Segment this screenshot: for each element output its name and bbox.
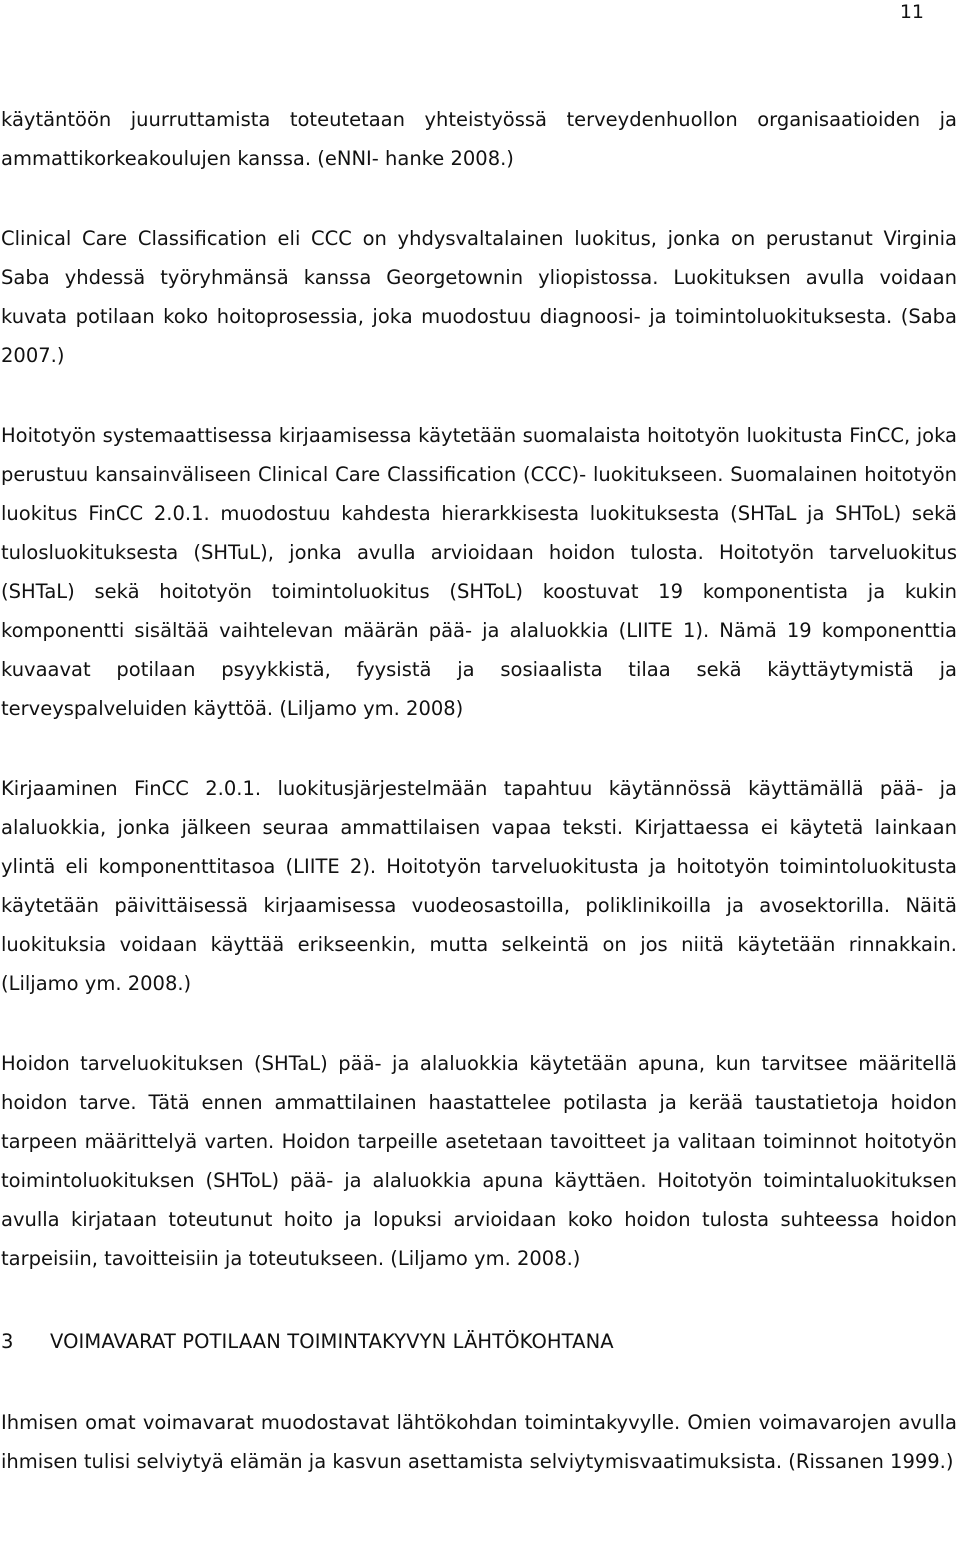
section-title: VOIMAVARAT POTILAAN TOIMINTAKYVYN LÄHTÖKOHTANA bbox=[50, 1330, 614, 1353]
paragraph-ccc: Clinical Care Classification eli CCC on yhdysvaltalainen luokitus, jonka on perustanut Virginia Saba yhdessä työryhmänsä kanssa Georgetownin yliopistossa. Luokituksen avulla voidaan kuvata potilaan koko hoitoprosessia, joka muodostuu diagnoosi- ja toimintoluokituksesta. (Saba 2007.) bbox=[1, 227, 957, 367]
section-heading bbox=[1, 1322, 957, 1361]
document-body bbox=[1, 100, 957, 1481]
section-number: 3 bbox=[1, 1330, 14, 1353]
paragraph-voimavarat: Ihmisen omat voimavarat muodostavat lähtökohdan toimintakyvylle. Omien voimavarojen avulla ihmisen tulisi selviytyä elämän ja kasvun asettamista selviytymisvaatimuksista. (Rissanen 1999.) bbox=[1, 1411, 957, 1473]
paragraph-fincc: Hoitotyön systemaattisessa kirjaamisessa käytetään suomalaista hoitotyön luokitusta FinCC, joka perustuu kansainväliseen Clinical Care Classification (CCC)- luokitukseen. Suomalainen hoitotyön luokitus FinCC 2.0.1. muodostuu kahdesta hierarkkisesta luokituksesta (SHTaL ja SHToL) sekä tulosluokituksesta (SHTuL), jonka avulla arvioidaan hoidon tulosta. Hoitotyön tarveluokitus (SHTaL) sekä hoitotyön toimintoluokitus (SHToL) koostuvat 19 komponentista ja kukin komponentti sisältää vaihtelevan määrän pää- ja alaluokkia (LIITE 1). Nämä 19 komponenttia kuvaavat potilaan psyykkistä, fyysistä ja sosiaalista tilaa sekä käyttäytymistä ja terveyspalveluiden käyttöä. (Liljamo ym. 2008) bbox=[1, 424, 957, 720]
page-number: 11 bbox=[899, 1, 924, 23]
paragraph-enni: käytäntöön juurruttamista toteutetaan yhteistyössä terveydenhuollon organisaatioiden ja ammattikorkeakoulujen kanssa. (eNNI- hanke 2008.) bbox=[1, 108, 957, 170]
paragraph-kirjaaminen: Kirjaaminen FinCC 2.0.1. luokitusjärjestelmään tapahtuu käytännössä käyttämällä pää- ja alaluokkia, jonka jälkeen seuraa ammattilaisen vapaa teksti. Kirjattaessa ei käytetä lainkaan ylintä eli komponenttitasoa (LIITE 2). Hoitotyön tarveluokitusta ja hoitotyön toimintoluokitusta käytetään päivittäisessä kirjaamisessa vuodeosastoilla, poliklinikoilla ja avosektorilla. Näitä luokituksia voidaan käyttää erikseenkin, mutta selkeintä on jos niitä käytetään rinnakkain. (Liljamo ym. 2008.) bbox=[1, 777, 957, 995]
paragraph-hoidon-tarve: Hoidon tarveluokituksen (SHTaL) pää- ja alaluokkia käytetään apuna, kun tarvitsee määritellä hoidon tarve. Tätä ennen ammattilainen haastattelee potilasta ja kerää taustatietoja hoidon tarpeen määrittelyä varten. Hoidon tarpeille asetetaan tavoitteet ja valitaan toiminnot hoitotyön toimintoluokituksen (SHToL) pää- ja alaluokkia apuna käyttäen. Hoitotyön toimintaluokituksen avulla kirjataan toteutunut hoito ja lopuksi arvioidaan koko hoidon tulosta suhteessa hoidon tarpeisiin, tavoitteisiin ja toteutukseen. (Liljamo ym. 2008.) bbox=[1, 1052, 957, 1270]
